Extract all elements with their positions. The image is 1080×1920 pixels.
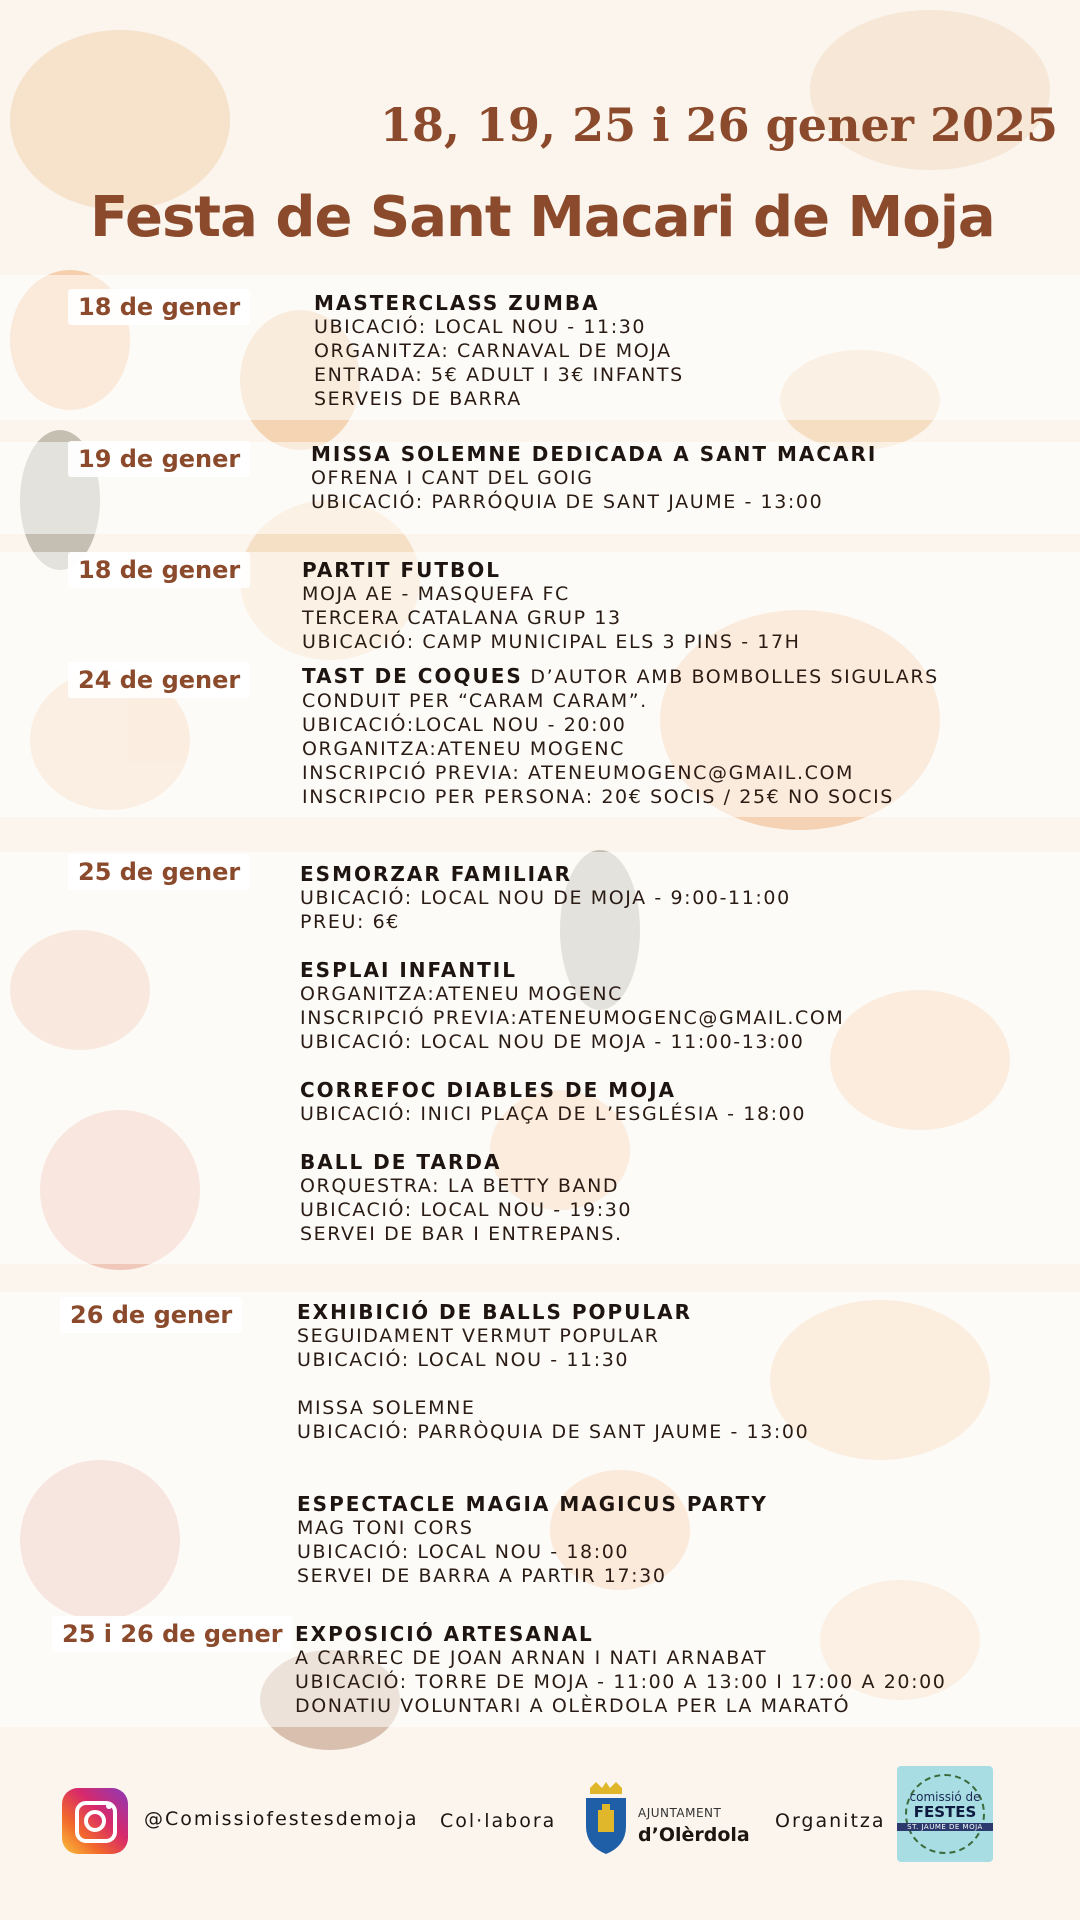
event-title-rest: D’AUTOR AMB BOMBOLLES SIGULARS — [522, 666, 939, 688]
event-line: INSCRIPCIÓ PREVIA:ATENEUMOGENC@GMAIL.COM — [300, 1007, 845, 1029]
event-line: SERVEI DE BAR I ENTREPANS. — [300, 1223, 623, 1245]
event-correfoc — [300, 1078, 806, 1126]
event-title: CORREFOC DIABLES DE MOJA — [300, 1078, 677, 1102]
event-line: UBICACIÓ: LOCAL NOU - 18:00 — [297, 1541, 630, 1563]
event-line: TERCERA CATALANA GRUP 13 — [302, 607, 622, 629]
event-esplai-infantil — [300, 958, 844, 1054]
day-label-18-gener-2: 18 de gener — [68, 552, 250, 588]
event-line: UBICACIÓ: LOCAL NOU DE MOJA - 9:00-11:00 — [300, 887, 791, 909]
page-title: Festa de Sant Macari de Moja — [90, 185, 995, 250]
day-label-25-gener: 25 de gener — [68, 854, 250, 890]
event-line: INSCRIPCIÓ PREVIA: ATENEUMOGENC@GMAIL.COM — [302, 762, 855, 784]
event-line: UBICACIÓ: PARRÓQUIA DE SANT JAUME - 13:00 — [311, 491, 824, 513]
event-title: ESMORZAR FAMILIAR — [300, 862, 572, 886]
collabora-label: Col·labora — [440, 1810, 557, 1832]
comissio-festes-logo — [897, 1766, 993, 1862]
event-line: ORQUESTRA: LA BETTY BAND — [300, 1175, 620, 1197]
event-dates: 18, 19, 25 i 26 gener 2025 — [380, 98, 1059, 152]
event-line: UBICACIÓ: PARRÒQUIA DE SANT JAUME - 13:00 — [297, 1421, 810, 1443]
event-line: UBICACIÓ: LOCAL NOU DE MOJA - 11:00-13:00 — [300, 1031, 805, 1053]
crest-icon — [580, 1780, 632, 1856]
event-line: UBICACIÓ: TORRE DE MOJA - 11:00 A 13:00 I 17:00 A 20:00 — [295, 1671, 947, 1693]
event-line: UBICACIÓ: LOCAL NOU - 19:30 — [300, 1199, 633, 1221]
event-line: A CARREC DE JOAN ARNAN I NATI ARNABAT — [295, 1647, 768, 1669]
event-line: ORGANITZA: CARNAVAL DE MOJA — [314, 340, 672, 362]
event-masterclass-zumba — [314, 291, 684, 411]
org-logo-line1: comissió de — [909, 1790, 981, 1804]
footer — [0, 1730, 1080, 1920]
event-title: EXPOSICIÓ ARTESANAL — [295, 1622, 594, 1646]
event-line: UBICACIÓ: CAMP MUNICIPAL ELS 3 PINS - 17H — [302, 631, 801, 653]
ajuntament-olerdola-logo — [576, 1780, 750, 1870]
event-line: ORGANITZA:ATENEU MOGENC — [300, 983, 624, 1005]
event-title: ESPLAI INFANTIL — [300, 958, 517, 982]
event-line: UBICACIÓ: INICI PLAÇA DE L’ESGLÉSIA - 18:00 — [300, 1103, 807, 1125]
event-partit-futbol — [302, 558, 801, 654]
event-espectacle-magia — [297, 1492, 768, 1588]
event-missa-solemne-sant-macari — [311, 442, 877, 514]
event-line: MISSA SOLEMNE — [297, 1397, 476, 1419]
instagram-icon[interactable] — [62, 1788, 128, 1854]
day-label-24-gener: 24 de gener — [68, 662, 250, 698]
organitza-label: Organitza — [775, 1810, 886, 1832]
day-label-25-26-gener: 25 i 26 de gener — [52, 1616, 293, 1652]
event-line: INSCRIPCIO PER PERSONA: 20€ SOCIS / 25€ NO SOCIS — [302, 786, 894, 808]
event-line: UBICACIÓ: LOCAL NOU - 11:30 — [297, 1349, 630, 1371]
event-line: ENTRADA: 5€ ADULT I 3€ INFANTS — [314, 364, 684, 386]
ajuntament-small-text: AJUNTAMENT — [638, 1806, 722, 1820]
day-label-26-gener: 26 de gener — [60, 1297, 242, 1333]
event-title: MASTERCLASS ZUMBA — [314, 291, 600, 315]
event-line: UBICACIÓ:LOCAL NOU - 20:00 — [302, 714, 627, 736]
ajuntament-big-text: d’Olèrdola — [638, 1824, 750, 1846]
event-exposicio-artesanal — [295, 1622, 947, 1718]
instagram-handle[interactable]: @Comissiofestesdemoja — [144, 1808, 419, 1830]
event-line: SEGUIDAMENT VERMUT POPULAR — [297, 1325, 660, 1347]
event-title: ESPECTACLE MAGIA MAGICUS PARTY — [297, 1492, 768, 1516]
event-tast-de-coques — [302, 664, 939, 809]
org-logo-line2: FESTES — [913, 1803, 977, 1821]
day-label-18-gener: 18 de gener — [68, 289, 250, 325]
event-title: EXHIBICIÓ DE BALLS POPULAR — [297, 1300, 693, 1324]
event-line: OFRENA I CANT DEL GOIG — [311, 467, 594, 489]
event-line: ORGANITZA:ATENEU MOGENC — [302, 738, 626, 760]
event-title: MISSA SOLEMNE DEDICADA A SANT MACARI — [311, 442, 878, 466]
org-logo-line3: ST. JAUME DE MOJA — [897, 1823, 993, 1831]
event-exhibicio-balls — [297, 1300, 692, 1372]
event-title-line — [302, 664, 939, 689]
event-title: TAST DE COQUES — [302, 664, 523, 688]
event-missa-solemne — [297, 1396, 809, 1444]
event-line: MAG TONI CORS — [297, 1517, 474, 1539]
event-title: PARTIT FUTBOL — [302, 558, 502, 582]
event-line: SERVEI DE BARRA A PARTIR 17:30 — [297, 1565, 667, 1587]
event-line: PREU: 6€ — [300, 911, 400, 933]
event-line: SERVEIS DE BARRA — [314, 388, 522, 410]
event-line: DONATIU VOLUNTARI A OLÈRDOLA PER LA MARATÓ — [295, 1695, 851, 1717]
event-ball-de-tarda — [300, 1150, 632, 1246]
event-esmorzar-familiar — [300, 862, 791, 934]
event-title: BALL DE TARDA — [300, 1150, 502, 1174]
event-line: CONDUIT PER “CARAM CARAM”. — [302, 690, 648, 712]
event-line: UBICACIÓ: LOCAL NOU - 11:30 — [314, 316, 647, 338]
day-label-19-gener: 19 de gener — [68, 441, 250, 477]
event-line: MOJA AE - MASQUEFA FC — [302, 583, 570, 605]
